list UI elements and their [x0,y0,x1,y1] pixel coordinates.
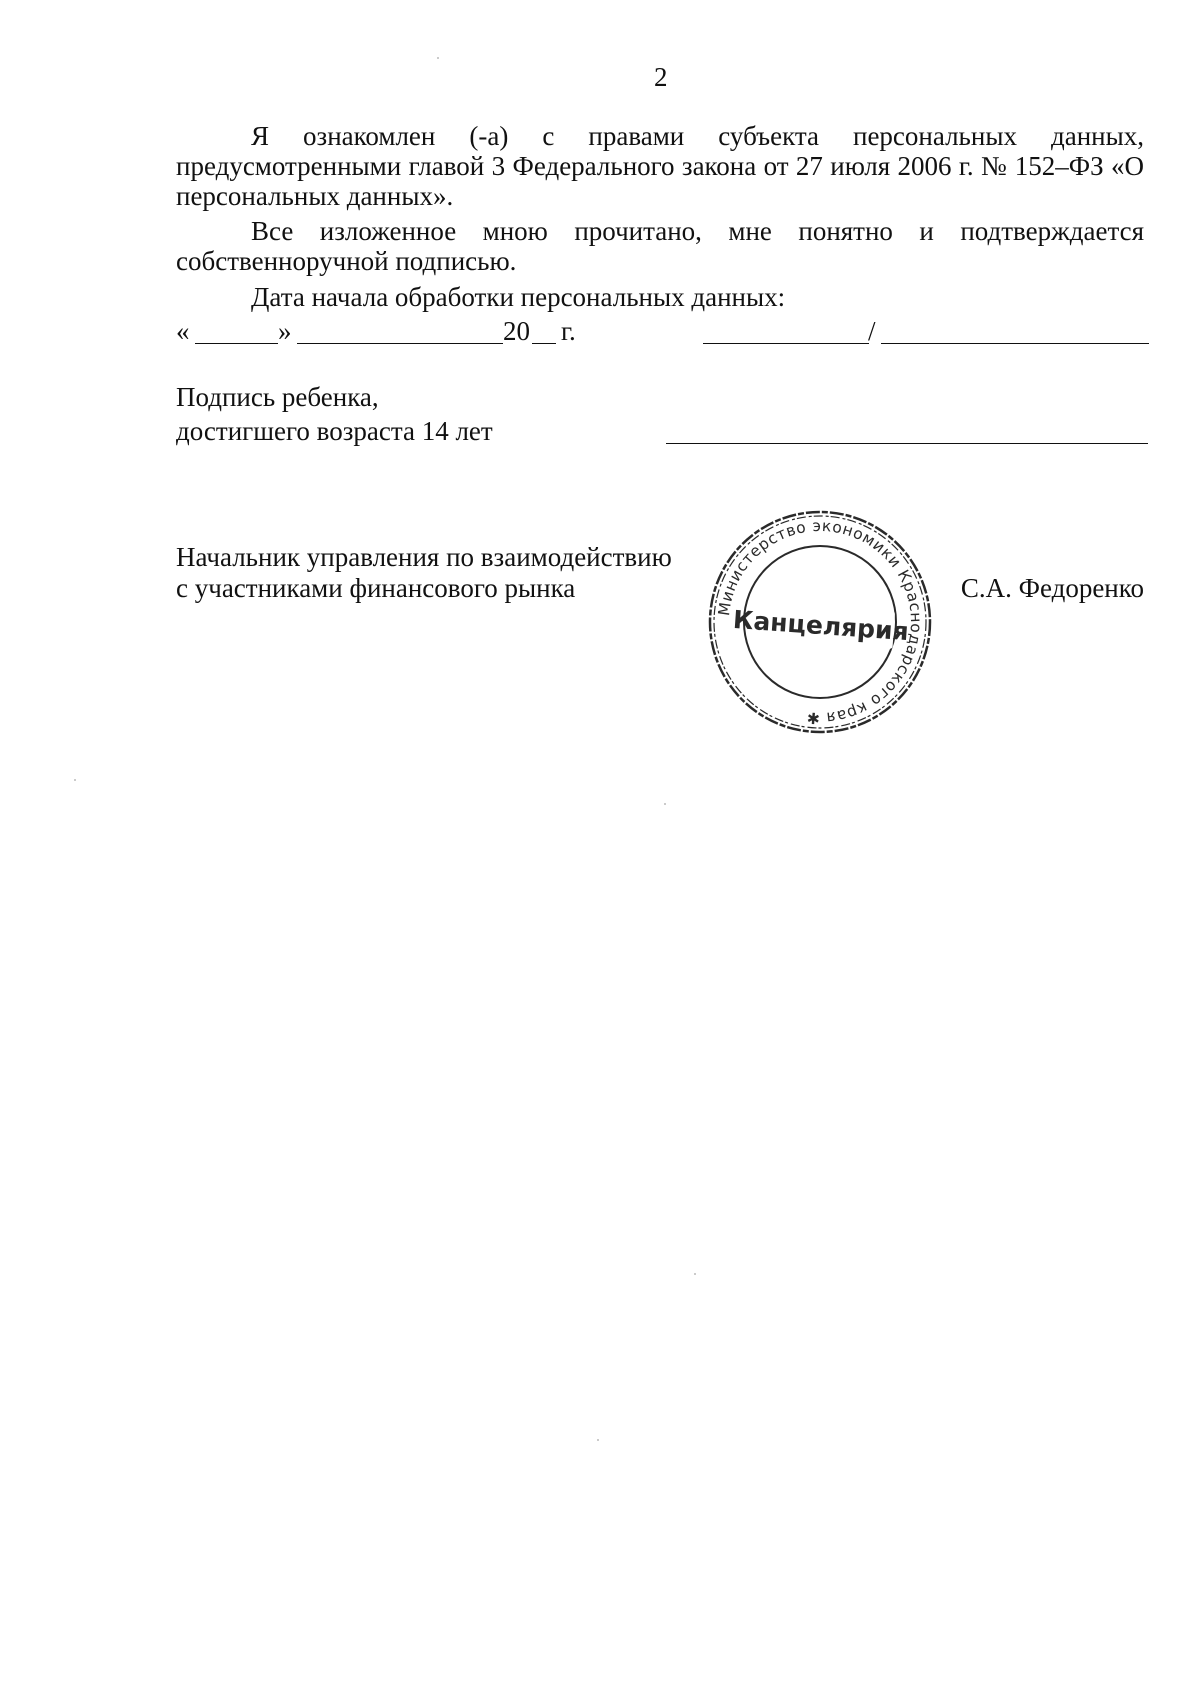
scan-speck [694,1273,696,1275]
acknowledgement-paragraph [176,121,1144,211]
year-suffix: г. [561,316,576,346]
office-stamp [705,507,935,737]
month-blank-line [297,343,503,344]
confirmation-text: Все изложенное мною прочитано, мне понятно и подтверждается собственноручной подписью. [176,216,1144,276]
official-position-line-1: Начальник управления по взаимодействию [176,542,672,572]
page-number: 2 [654,62,668,92]
year-blank-line [532,343,556,344]
child-signature-label-1: Подпись ребенка, [176,382,379,412]
year-prefix: 20 [503,316,530,346]
scan-speck [437,57,439,59]
scan-speck [664,803,666,805]
acknowledgement-text: Я ознакомлен (-а) с правами субъекта персональных данных, предусмотренными главой 3 Федерального закона от 27 июля 2006 г. № 152–ФЗ «О персональных данных». [176,121,1144,211]
scan-speck [597,1439,599,1441]
stamp-center-text: Канцелярия [732,604,910,647]
official-position-line-2: с участниками финансового рынка [176,573,576,603]
stamp-ring-text: Министерство экономики Краснодарского края ✱ [715,516,926,728]
signature-blank-line [703,343,869,344]
scan-speck [74,779,76,781]
date-close-quote: » [278,316,292,346]
start-date-label-text: Дата начала обработки персональных данных: [251,282,786,312]
child-signature-label-2: достигшего возраста 14 лет [176,416,493,446]
date-open-quote: « [176,316,190,346]
start-date-label [176,282,1144,312]
child-signature-line [666,443,1148,444]
day-blank-line [195,343,278,344]
official-name: С.А. Федоренко [960,573,1144,603]
signature-slash: / [868,316,876,346]
confirmation-paragraph [176,216,1144,276]
name-blank-line [881,343,1149,344]
